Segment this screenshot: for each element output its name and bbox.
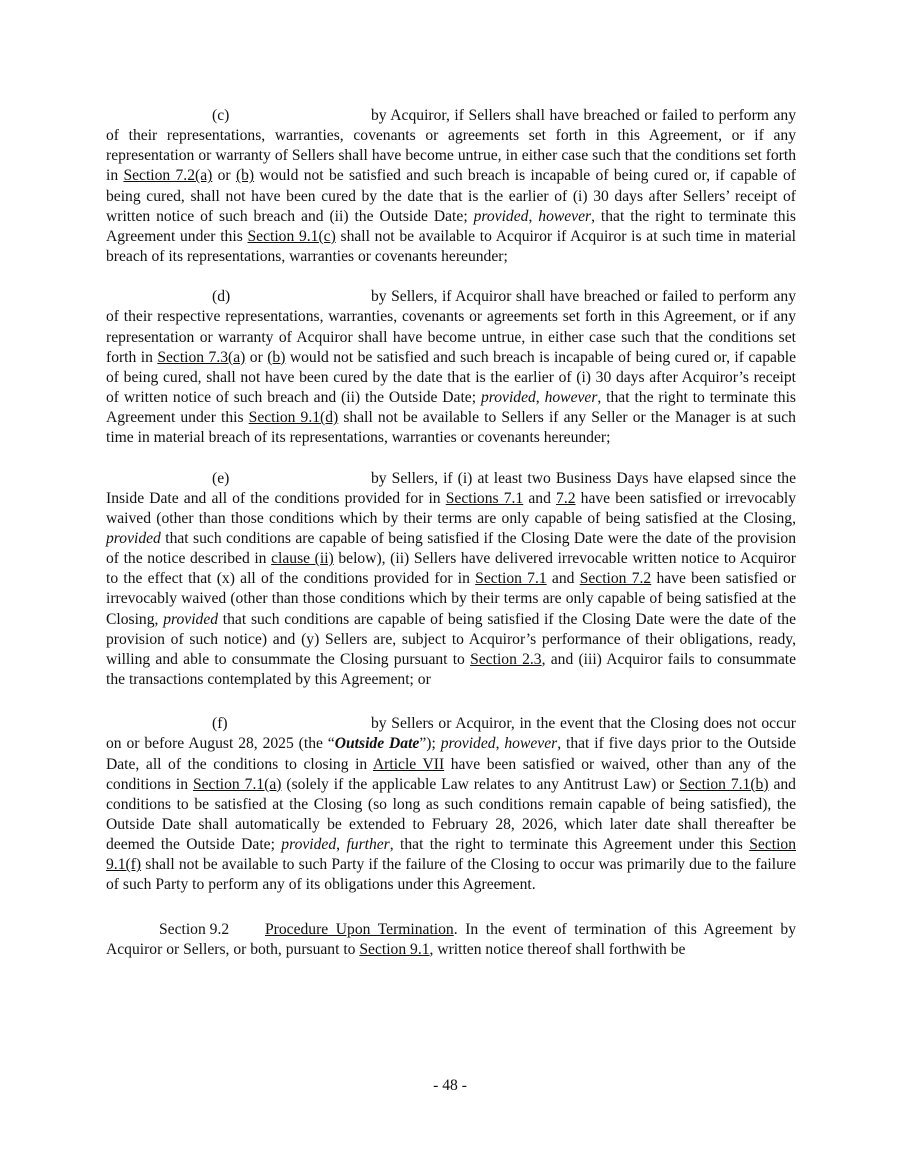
cross-reference-link[interactable]: Article VII: [372, 755, 445, 773]
section-label: Section 9.2: [159, 920, 230, 938]
text-run: (solely if the applicable Law relates to any Antitrust Law) or: [281, 775, 680, 793]
text-run: by Sellers, if Acquiror shall have breached or failed to perform any of their respective representations, warranties, covenants or agreements set forth in this Agreement, or if any representation or warranty of Acquiror shall have become untrue, in either case such that the conditions set forth in: [106, 288, 796, 366]
cross-reference-link[interactable]: Procedure Upon Termination: [265, 920, 454, 938]
defined-term: Outside Date: [334, 735, 420, 753]
text-run: below), (ii) Sellers have delivered irrevocable written notice to Acquiror to the effect that (x) all of the conditions provided for in: [106, 550, 796, 588]
italic-text: however: [538, 207, 592, 225]
text-run: that such conditions are capable of being satisfied if the Closing Date were the date of the provision of the notice described in: [106, 529, 796, 568]
clause-9-1-f: [106, 714, 796, 895]
italic-text: however: [544, 389, 598, 407]
clause-label: (e): [212, 469, 230, 487]
text-run: ,: [535, 389, 545, 407]
text-run: or: [212, 167, 236, 185]
page-body: [106, 106, 796, 980]
text-run: would not be satisfied and such breach is incapable of being cured or, if capable of being cured, shall not have been cured by the date that is the earlier of (i) 30 days after Acquiror’s receipt of written notice of such breach and (ii) the Outside Date;: [106, 348, 796, 407]
text-run: would not be satisfied and such breach is incapable of being cured or, if capable of being cured, shall not have been cured by the date that is the earlier of (i) 30 days after Sellers’ receipt of written notice of such breach and (ii) the Outside Date;: [106, 167, 797, 225]
text-run: shall not be available to Acquiror if Acquiror is at such time in material breach of its representations, warranties or covenants hereunder;: [106, 227, 796, 266]
cross-reference-link[interactable]: Sections 7.1: [445, 489, 524, 507]
cross-reference-link[interactable]: Section 9.1(c): [247, 227, 336, 245]
italic-text: further: [346, 836, 390, 854]
cross-reference-link[interactable]: (b): [267, 348, 286, 366]
cross-reference-link[interactable]: Section 9.1(f): [106, 836, 796, 874]
text-run: , that the right to terminate this Agreement under this: [389, 836, 750, 854]
cross-reference-link[interactable]: Section 7.1(a): [192, 775, 282, 793]
text-run: , and (iii) Acquiror fails to consummate the transactions contemplated by this Agreement; or: [106, 650, 796, 689]
page-number: - 48 -: [433, 1077, 467, 1094]
cross-reference-link[interactable]: Section 9.1(d): [248, 409, 339, 427]
text-run: , that if five days prior to the Outside Date, all of the conditions to closing in: [106, 735, 797, 773]
text-run: ,: [336, 836, 347, 854]
clause-label: (f): [212, 715, 228, 733]
text-run: , that the right to terminate this Agreement under this: [106, 389, 796, 427]
cross-reference-link[interactable]: Section 7.3(a): [157, 348, 246, 366]
text-run: by Sellers, if (i) at least two Business Days have elapsed since the Inside Date and all of the conditions provided for in: [106, 469, 796, 507]
text-run: ”);: [419, 735, 441, 753]
cross-reference-link[interactable]: Section 7.2: [579, 570, 652, 588]
text-run: by Sellers or Acquiror, in the event that the Closing does not occur on or before August 28, 2025 (the “: [106, 715, 796, 753]
text-run: , that the right to terminate this Agreement under this: [106, 207, 796, 245]
text-run: ,: [528, 207, 539, 225]
text-run: . In the event of termination of this Agreement by Acquiror or Sellers, or both, pursuant to: [106, 920, 796, 958]
cross-reference-link[interactable]: 7.2: [556, 489, 576, 507]
text-run: that such conditions are capable of being satisfied if the Closing Date were the date of the provision of such notice) and (y) Sellers are, subject to Acquiror’s performance of their obligations, ready, willing and able to consummate the Closing pursuant to: [106, 610, 796, 668]
text-run: have been satisfied or irrevocably waived (other than those conditions which by their terms are only capable of being satisfied at the Closing,: [106, 570, 796, 628]
cross-reference-link[interactable]: Section 9.1: [359, 940, 430, 958]
italic-text: however: [504, 735, 558, 753]
clause-9-1-c: [106, 106, 796, 267]
italic-text: provided: [106, 529, 161, 547]
text-run: or: [245, 348, 268, 366]
italic-text: provided: [480, 389, 536, 407]
text-run: have been satisfied or waived, other than any of the conditions in: [106, 755, 796, 793]
text-run: by Acquiror, if Sellers shall have breached or failed to perform any of their representations, warranties, covenants or agreements set forth in this Agreement, or if any representation or warranty of Sellers shall have become untrue, in either case such that the conditions set forth in: [106, 107, 796, 185]
cross-reference-link[interactable]: clause (ii): [271, 550, 334, 568]
italic-text: provided: [281, 836, 337, 854]
text-run: and: [523, 489, 557, 507]
clause-9-1-d: [106, 287, 796, 448]
cross-reference-link[interactable]: Section 7.1(b): [679, 775, 769, 793]
text-run: shall not be available to Sellers if any Seller or the Manager is at such time in material breach of its representations, warranties or covenants hereunder;: [106, 409, 796, 447]
clause-9-1-e: [106, 469, 796, 691]
section-9-2: [106, 920, 796, 960]
clause-label: (c): [212, 107, 230, 124]
italic-text: provided: [473, 207, 529, 225]
cross-reference-link[interactable]: (b): [235, 167, 255, 185]
text-run: have been satisfied or irrevocably waived (other than those conditions which by their terms are only capable of being satisfied at the Closing,: [106, 489, 797, 527]
clause-label: (d): [212, 288, 231, 306]
text-run: and conditions to be satisfied at the Closing (so long as such conditions remain capable of being satisfied), the Outside Date shall automatically be extended to February 28, 2026, which later date shall thereafter be deemed the Outside Date;: [106, 775, 796, 854]
italic-text: provided: [440, 735, 496, 753]
text-run: shall not be available to such Party if the failure of the Closing to occur was primarily due to the failure of such Party to perform any of its obligations under this Agreement.: [106, 856, 796, 894]
italic-text: provided: [163, 610, 219, 628]
cross-reference-link[interactable]: Section 7.2(a): [123, 167, 213, 185]
text-run: , written notice thereof shall forthwith be: [429, 940, 686, 958]
cross-reference-link[interactable]: Section 7.1: [475, 570, 547, 588]
text-run: and: [546, 570, 580, 588]
text-run: ,: [495, 735, 505, 753]
cross-reference-link[interactable]: Section 2.3: [470, 650, 542, 668]
